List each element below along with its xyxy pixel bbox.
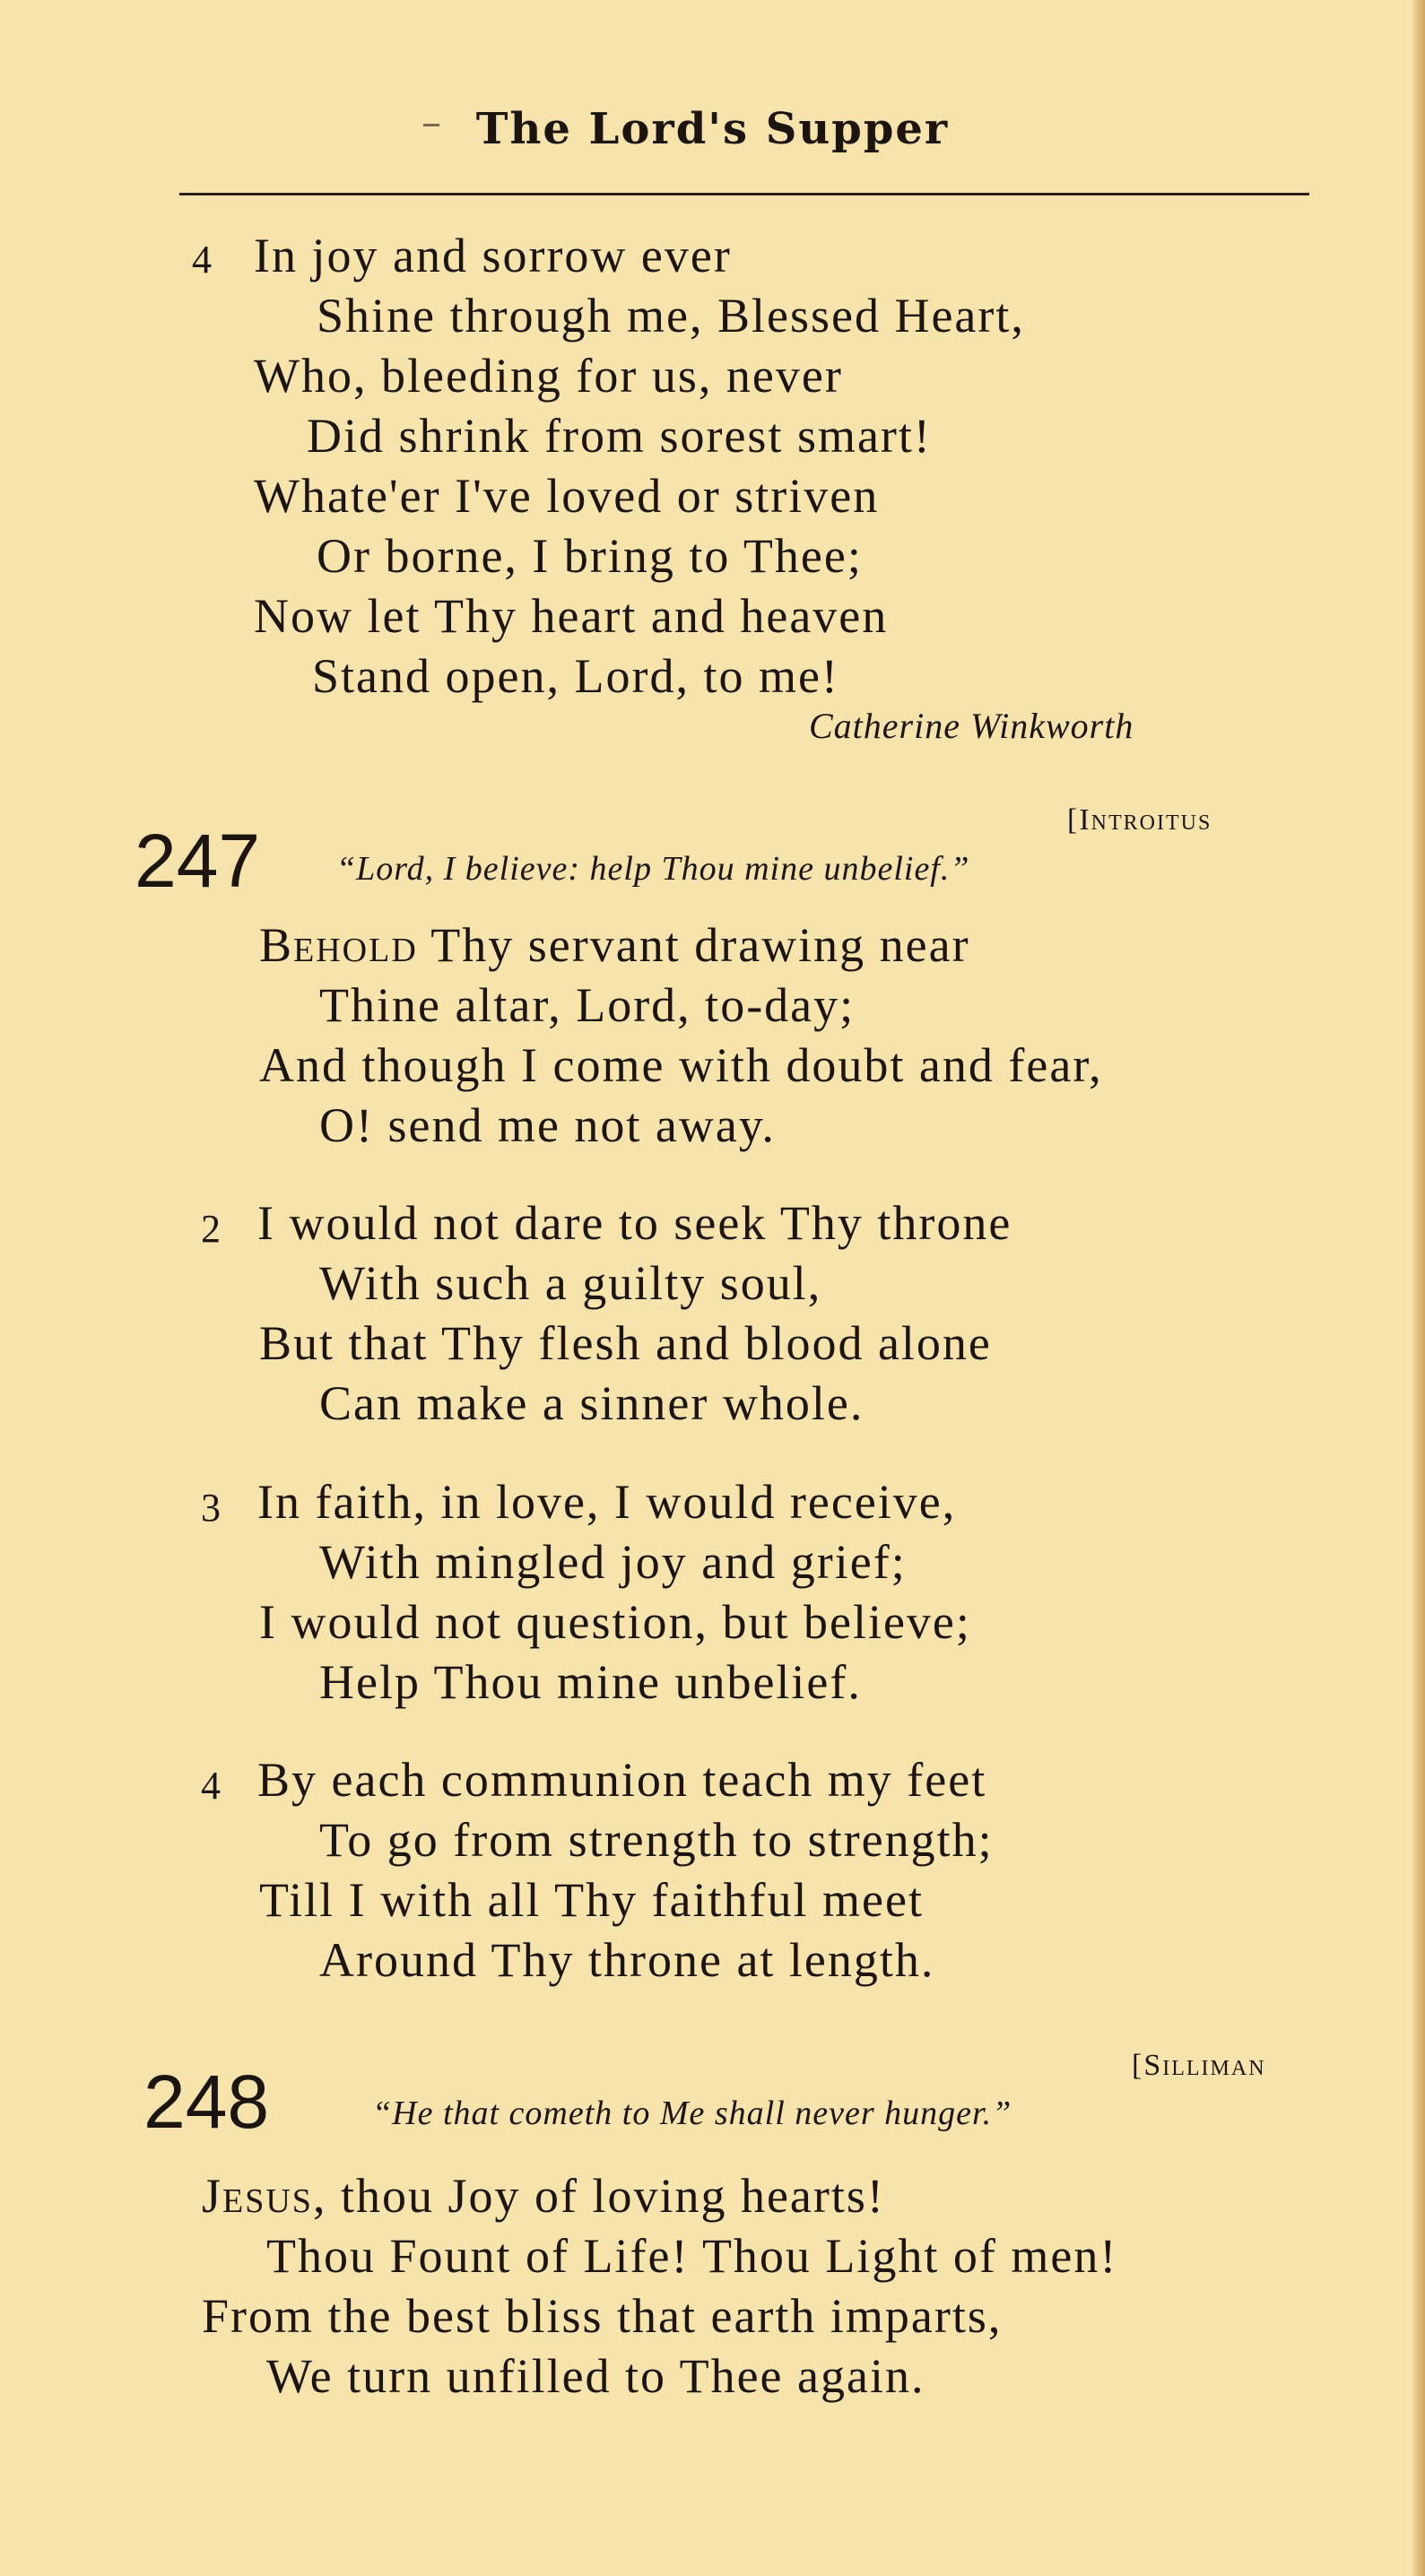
verse-line: Whate'er I've loved or striven [254, 469, 880, 523]
verse-line: Or borne, I bring to Thee; [317, 529, 863, 583]
scripture-reference: “He that cometh to Me shall never hunger.” [372, 2095, 1012, 2132]
first-word: Jesus [202, 2169, 313, 2223]
tune-name-text: [Introitus [1067, 803, 1212, 837]
verse-line: Stand open, Lord, to me! [312, 649, 839, 703]
verse-line: Did shrink from sorest smart! [307, 409, 932, 463]
verse-line: Shine through me, Blessed Heart, [317, 289, 1025, 343]
tune-name [1132, 2049, 1266, 2083]
verse-line: From the best bliss that earth imparts, [202, 2289, 1003, 2343]
hymn-number: 248 [143, 2060, 270, 2144]
verse-line: Till I with all Thy faithful meet [259, 1873, 924, 1927]
verse-line [202, 2169, 885, 2223]
header-rule [179, 193, 1309, 195]
scripture-reference: “Lord, I believe: help Thou mine unbelief.” [336, 850, 970, 888]
verse-line: I would not question, but believe; [259, 1595, 971, 1649]
running-header-title: The Lord's Supper [475, 104, 950, 154]
verse-line: But that Thy flesh and blood alone [259, 1316, 992, 1370]
verse-line-rest: Thy servant drawing near [417, 918, 970, 972]
stanza-number: 2 [201, 1207, 221, 1251]
verse-line: In faith, in love, I would receive, [257, 1475, 957, 1529]
stanza-number: 4 [201, 1764, 221, 1808]
stanza-number: 4 [192, 238, 212, 282]
verse-line-rest: , thou Joy of loving hearts! [312, 2169, 885, 2223]
verse-line: Help Thou mine unbelief. [319, 1655, 862, 1709]
verse-line: With mingled joy and grief; [319, 1535, 907, 1589]
page-edge [1412, 0, 1425, 2576]
verse-line: With such a guilty soul, [319, 1256, 822, 1310]
verse-line: Around Thy throne at length. [319, 1933, 935, 1987]
tune-name-text: [Silliman [1132, 2049, 1266, 2082]
verse-line: Who, bleeding for us, never [254, 349, 843, 403]
verse-line [259, 918, 970, 972]
verse-line: Now let Thy heart and heaven [254, 589, 889, 643]
verse-line: Thine altar, Lord, to-day; [319, 978, 856, 1032]
verse-line: O! send me not away. [319, 1098, 776, 1152]
verse-line: By each communion teach my feet [257, 1753, 987, 1807]
verse-line: Can make a sinner whole. [319, 1376, 865, 1430]
author-attribution: Catherine Winkworth [809, 706, 1134, 746]
verse-line: In joy and sorrow ever [254, 229, 732, 282]
verse-line: Thou Fount of Life! Thou Light of men! [266, 2229, 1118, 2283]
first-word: Behold [259, 918, 418, 972]
verse-line: We turn unfilled to Thee again. [266, 2349, 925, 2403]
hymn-number: 247 [135, 819, 261, 903]
tune-name [1067, 803, 1212, 837]
verse-line: I would not dare to seek Thy throne [257, 1196, 1012, 1250]
verse-line: To go from strength to strength; [319, 1813, 994, 1867]
verse-line: And though I come with doubt and fear, [259, 1038, 1103, 1092]
stanza-number: 3 [201, 1486, 221, 1530]
